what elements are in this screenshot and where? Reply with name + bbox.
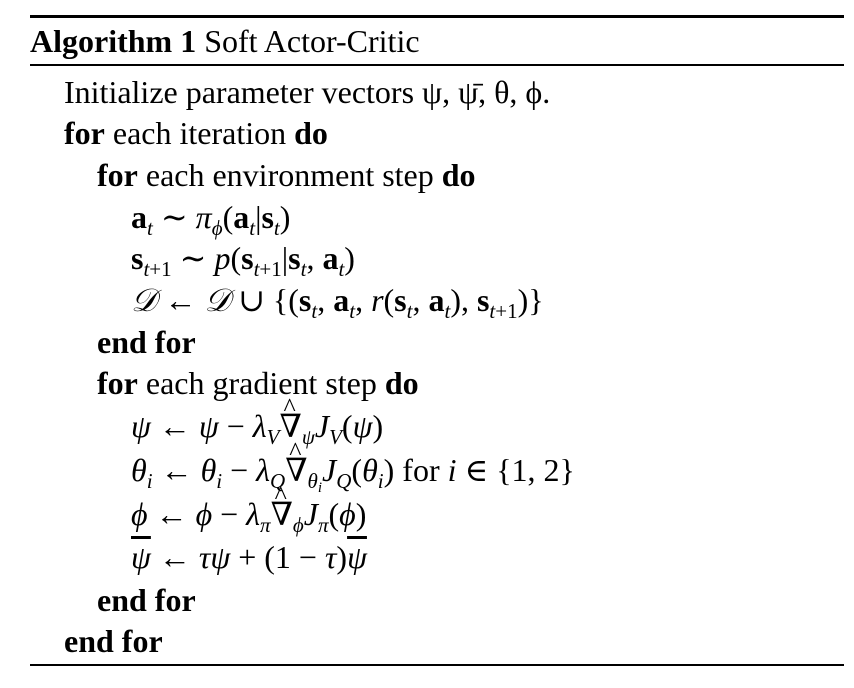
algorithm-name: Soft Actor-Critic xyxy=(204,23,420,59)
end-for-text: end for xyxy=(97,582,196,618)
equation-target-update: $\overline{\psi}$ ← $\tau\psi + (1 - \tau)\overline{\psi}$ xyxy=(131,539,367,575)
for-keyword: for xyxy=(97,365,138,401)
algorithm-title xyxy=(30,21,420,61)
for-iteration-text: each iteration xyxy=(104,115,295,151)
initialize-text: Initialize parameter vectors ψ, ψ̄, θ, ϕ. xyxy=(64,74,551,110)
do-keyword: do xyxy=(384,365,419,401)
line-for-env-step xyxy=(97,155,476,195)
for-keyword: for xyxy=(97,157,138,193)
for-keyword: for xyxy=(64,115,105,151)
end-for-text: end for xyxy=(97,324,196,360)
equation-phi-update: ϕ ← $\phi - \lambda_\pi\^{}$ $\nabla_\phi J_\pi(\phi)$ xyxy=(131,494,366,534)
header-rule xyxy=(30,64,844,66)
line-for-iteration xyxy=(64,113,328,153)
line-end-for-iteration xyxy=(64,621,163,661)
for-gradient-text: each gradient step xyxy=(137,365,385,401)
line-end-for-gradient xyxy=(97,580,196,620)
for-env-step-text: each environment step xyxy=(137,157,442,193)
equation-theta-update: $\theta_i$ ← $\theta_i$ − $\lambda_Q\^{}$ $\nabla_{\theta_i}J_Q(\theta_i)$ for i ∈ {1, 2} xyxy=(131,450,575,490)
line-for-gradient-step xyxy=(97,363,419,403)
bottom-rule xyxy=(30,664,844,666)
do-keyword: do xyxy=(441,157,476,193)
line-initialize xyxy=(64,72,550,112)
algorithm-label: Algorithm 1 xyxy=(30,23,197,59)
equation-psi-update: ψ ← $\psi - \lambda_V\^{}$ $\nabla_\psi J_V(\psi)$ xyxy=(131,406,383,446)
do-keyword: do xyxy=(294,115,328,151)
line-end-for-env xyxy=(97,322,196,362)
end-for-text: end for xyxy=(64,623,163,659)
equation-action-sample: $a_t$ ∼ $\pi_\phi(a_t|s_t)$ xyxy=(131,199,291,240)
top-rule xyxy=(30,15,844,18)
equation-replay-buffer: 𝒟 ← 𝒟 ∪ {($s_t$, $a_t$, $r(s_t$, $a_t$), $s_{t+1}$)} xyxy=(131,282,544,323)
equation-state-transition: $s_{t+1}$ ∼ $p(s_{t+1}|s_t$, $a_t$) xyxy=(131,240,355,281)
